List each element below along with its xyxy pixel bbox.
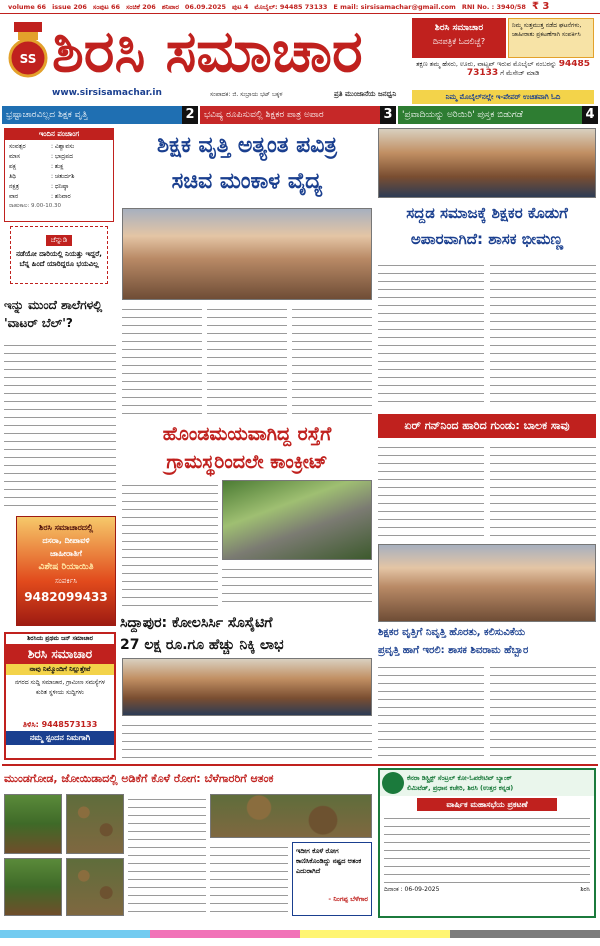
promo-right-box	[508, 18, 594, 58]
panchanga-row: ತಿಥಿ : ಚತುರ್ದಶಿ	[9, 173, 75, 180]
ad-dasara-contact: ಸಂಪರ್ಕಿಸಿ	[55, 577, 77, 585]
lead-body-col1	[122, 304, 202, 416]
panchanga-box	[4, 128, 114, 222]
rni-number: RNI No. : 3940/58	[461, 3, 526, 11]
ad-channel-phone[interactable]: 9448573133	[41, 720, 98, 729]
lead-body-col2	[207, 304, 287, 416]
bank-logo-icon	[382, 772, 404, 794]
bottom-photo-4	[66, 858, 124, 916]
teaser-2[interactable]	[200, 106, 396, 124]
bank-date: ದಿನಾಂಕ : 06-09-2025	[384, 886, 440, 893]
teacher-society-col1	[378, 260, 484, 408]
issue: issue 206	[52, 3, 87, 11]
ad-channel	[4, 632, 116, 760]
bank-ad	[378, 768, 596, 918]
retire-photo	[378, 544, 596, 622]
society-headline	[120, 612, 374, 656]
road-headline-line1: ಹೊಂಡಮಯವಾಗಿದ್ದ ರಸ್ತೆಗೆ	[162, 423, 332, 445]
road-body-right	[222, 564, 372, 608]
issue-date: 06.09.2025	[184, 3, 227, 11]
lead-body-col3	[292, 304, 372, 416]
promo-right-text: ನಿಮ್ಮ ಸುತ್ತಮುತ್ತ ನಡೆದ ಘಟನೆಗಳು, ಜಾಹೀರಾತು ಪ್ರಕಟಣೆಗಾಗಿ ಸಂಪರ್ಕಿಸಿ	[512, 22, 582, 38]
airgun-body-col1	[378, 442, 484, 540]
bottom-photo-3	[4, 858, 62, 916]
quote-text: ನಡೆಯೋ ದಾರಿಯಲ್ಲಿ ನಿಯತ್ತು ಇದ್ದರೆ, ಬೆನ್ನ ಹಿಂದೆ ಯಾರಿದ್ದರೂ ಭಯವಿಲ್ಲ	[16, 250, 102, 268]
left-story-headline: ಇನ್ನು ಮುಂದೆ ಶಾಲೆಗಳಲ್ಲಿ 'ವಾಟರ್ ಬೆಲ್'?	[4, 298, 103, 330]
teacher-society-headline	[378, 200, 596, 256]
ad-channel-slogan: ನಮ್ಮ ಸ್ಪಂದನ ನಿಮಗಾಗಿ	[6, 731, 114, 745]
retire-body-col2	[490, 662, 596, 760]
price: ₹ 3	[531, 1, 550, 12]
society-headline-line1: ಸಿದ್ದಾಪುರ: ಕೋಲಸಿರ್ಸಿ ಸೊಸೈಟಿಗೆ	[120, 615, 273, 631]
promo-red-subtitle: ದಿನಪತ್ರಿಕೆ ಓದಲಿಚ್ಚೆ?	[432, 37, 486, 46]
svg-text:SS: SS	[19, 52, 37, 66]
bank-body	[384, 813, 590, 883]
masthead-info-strip	[0, 0, 600, 14]
bottom-photo-2	[66, 794, 124, 854]
teacher-photo	[378, 128, 596, 198]
teaser-1-page: 2	[182, 106, 198, 124]
lead-headline	[120, 128, 374, 204]
left-story-body	[4, 340, 116, 512]
lead-photo	[122, 208, 372, 300]
retire-headline-line1: ಶಿಕ್ಷಕರ ವೃತ್ತಿಗೆ ನಿವೃತ್ತಿ ಹೊರತು, ಕಲಿಸುವಿಕೆಯ	[378, 627, 526, 638]
society-headline-line2: 27 ಲಕ್ಷ ರೂ.ಗೂ ಹೆಚ್ಚು ನಿಕ್ಕಿ ಲಾಭ	[120, 637, 284, 653]
road-photo	[222, 480, 372, 560]
ad-channel-subtitle: ನಾವು ನಿಮ್ಮೊಂದಿಗೆ ನಿಲ್ಲುತ್ತೇವೆ	[6, 664, 114, 675]
bank-title-line2: ಲಿಮಿಟೆಡ್, ಪ್ರಧಾನ ಕಚೇರಿ, ಶಿರಸಿ (ಉತ್ತರ ಕನ್ನಡ)	[407, 784, 514, 792]
editor-line: ಸಂಪಾದಕ: ಜಿ. ಸುಬ್ರಾಯ ಭಟ್ ಬಕ್ಕಳ	[210, 91, 283, 98]
teacher-society-line1: ಸದ್ದಡ ಸಮಾಜಕ್ಕೆ ಶಿಕ್ಷಕರ ಕೊಡುಗೆ	[406, 204, 568, 222]
road-headline	[120, 420, 374, 476]
weekday: ಶನಿವಾರ	[161, 3, 179, 11]
ad-channel-title: ಶಿರಸಿ ಸಮಾಚಾರ	[6, 644, 114, 664]
promo-red-box	[412, 18, 506, 58]
teaser-1[interactable]	[2, 106, 198, 124]
lead-headline-line1: ಶಿಕ್ಷಕ ವೃತ್ತಿ ಅತ್ಯಂತ ಪವಿತ್ರ	[157, 133, 337, 158]
bottom-quote-box	[292, 842, 372, 916]
teaser-3[interactable]	[398, 106, 598, 124]
bank-title-line1: ಕೆನರಾ ಡಿಸ್ಟ್ರಿಕ್ಟ್ ಸೆಂಟ್ರಲ್ ಕೋ-ಓಪರೇಟಿವ್ ಬ್ಯಾಂಕ್	[407, 774, 512, 782]
bottom-body-col2	[210, 842, 288, 916]
epaper-promo[interactable]: ನಿಮ್ಮ ಮೊಬೈಲ್‌ನಲ್ಲೇ ಇ-ಪೇಪರ್ ಉಚಿತವಾಗಿ ಓದಿ	[412, 90, 594, 104]
teacher-society-line2: ಅಪಾರವಾಗಿದೆ: ಶಾಸಕ ಭೀಮಣ್ಣ	[410, 230, 564, 248]
society-body	[122, 720, 372, 760]
teaser-3-text: 'ಪ್ರವಾದಿಯನ್ನು ಅರಿಯಿರಿ' ಪುಸ್ತಕ ಬಿಡುಗಡೆ	[402, 110, 523, 120]
tagline: ಪ್ರತಿ ಮುಂಜಾನೆಯ ಜನಧ್ವನಿ	[334, 90, 397, 98]
ad-dasara-phone[interactable]: 9482099433	[24, 590, 108, 604]
quote-title: ಚೆನ್ನುಡಿ	[46, 235, 73, 246]
bank-place: ಶಿರಸಿ	[580, 886, 590, 893]
society-photo	[122, 658, 372, 716]
bottom-divider	[2, 764, 598, 766]
mobile-number: ಮೊಬೈಲ್: 94485 73133	[254, 3, 328, 11]
panchanga-title: ಇಂದಿನ ಪಂಚಾಂಗ	[5, 129, 113, 140]
bottom-photo-1	[4, 794, 62, 854]
bottom-headline: ಮುಂಡಗೋಡ, ಜೋಯಿಡಾದಲ್ಲಿ ಅಡಿಕೆಗೆ ಕೊಳೆ ರೋಗ: ಬೆಳೆಗಾರರಿಗೆ ಆತಂಕ	[4, 772, 274, 785]
ad-dasara-line4: ವಿಶೇಷ ರಿಯಾಯಿತಿ	[38, 562, 94, 572]
teaser-3-page: 4	[582, 106, 598, 124]
bottom-photo-5	[210, 794, 372, 838]
teaser-2-page: 3	[380, 106, 396, 124]
teaser-1-text: ಭ್ರಷ್ಟಾಚಾರವಿಲ್ಲದ ಶಿಕ್ಷಕ ವೃತ್ತಿ	[6, 110, 88, 120]
bottom-quote-name: - ನಿಂಗಪ್ಪ ಬೆಳೆಗಾರ	[328, 895, 368, 903]
retire-body-col1	[378, 662, 484, 760]
bank-notice: ವಾರ್ಷಿಕ ಮಹಾಸಭೆಯ ಪ್ರಕಟಣೆ	[417, 798, 557, 811]
panchanga-row: ಸಂವತ್ಸರ : ವಿಶ್ವಾವಸು	[9, 143, 75, 150]
panchanga-row: ಮಾಸ : ಭಾದ್ರಪದ	[9, 153, 74, 160]
panchanga-row: ವಾರ : ಶನಿವಾರ	[9, 193, 71, 200]
panchanga-row: ನಕ್ಷತ್ರ : ಧನಿಷ್ಠಾ	[9, 183, 69, 190]
website-link[interactable]: www.sirsisamachar.in	[52, 88, 162, 98]
email[interactable]: E mail: sirsisamachar@gmail.com	[333, 3, 456, 11]
color-registration-strip	[0, 930, 600, 938]
ad-channel-phone-label: ತಿಳಿಸಿ:	[22, 720, 39, 729]
airgun-headline: ಏರ್ ಗನ್‌ನಿಂದ ಹಾರಿದ ಗುಂಡು: ಬಾಲಕ ಸಾವು	[378, 414, 596, 438]
whatsapp-promo	[412, 60, 594, 88]
ad-dasara-line3: ಜಾಹೀರಾತಿಗೆ	[50, 549, 82, 558]
ad-channel-top: ಶಿರಸಿಯ ಪ್ರಥಮ ಜನ್ ಸಮಾಚಾರ	[27, 635, 93, 642]
road-body-left	[122, 480, 218, 608]
lead-headline-line2: ಸಚಿವ ಮಂಕಾಳ ವೈದ್ಯ	[171, 169, 323, 194]
whatsapp-number[interactable]: 94485 73133	[466, 60, 591, 78]
masthead-logo	[8, 20, 48, 82]
teaser-2-text: ಭವಿಷ್ಯ ರೂಪಿಸುವಲ್ಲಿ ಶಿಕ್ಷಕರ ಪಾತ್ರ ಅಪಾರ	[204, 110, 324, 120]
bottom-quote-text: ಇದೀಗ ಕೊಳೆ ರೋಗ ಕಾಣಿಸಿಕೊಂಡಿದ್ದು ನಷ್ಟದ ಆತಂಕ ಎದುರಾಗಿದೆ	[296, 847, 362, 875]
road-headline-line2: ಗ್ರಾಮಸ್ಥರಿಂದಲೇ ಕಾಂಕ್ರೀಟ್	[166, 451, 328, 473]
sanchike: ಸಂಚಿಕೆ 206	[126, 3, 156, 11]
retire-headline-line2: ಪ್ರವೃತ್ತಿ ಹಾಗೆ ಇರಲಿ: ಶಾಸಕ ಶಿವರಾಮ ಹೆಬ್ಬಾರ	[378, 645, 529, 656]
panchanga-footer: ರಾಹುಕಾಲ: 9.00-10.30	[9, 203, 61, 209]
whatsapp-text: ತಕ್ಷಣ ತಮ್ಮ ಹೆಸರು, ಊರು, ವಾಟ್ಸಪ್ ಇರುವ ಮೊಬೈಲ್ ನಂಬರನ್ನು	[415, 60, 557, 68]
airgun-body-col2	[490, 442, 596, 540]
panchanga-row: ಪಕ್ಷ : ಶುಕ್ಲ	[9, 163, 64, 170]
quote-box	[10, 226, 108, 284]
ad-channel-body: ನಗರದ ಸುದ್ದಿ ಸಮಾಚಾರ, ಗ್ರಾಮೀಣ ಸಮಸ್ಯೆಗಳ ಕುರಿತ ಸ್ಥಳೀಯ ಸುದ್ದಿಗಳು	[14, 679, 106, 696]
ad-dasara-line1: ಶಿರಸಿ ಸಮಾಚಾರದಲ್ಲಿ	[38, 523, 94, 532]
promo-red-title: ಶಿರಸಿ ಸಮಾಚಾರ	[434, 23, 484, 33]
ad-dasara-line2: ದಸರಾ, ದೀಪಾವಳಿ	[42, 536, 90, 545]
teacher-society-col2	[490, 260, 596, 408]
page-count: ಪುಟ 4	[232, 3, 249, 11]
samputa: ಸಂಪುಟ 66	[92, 3, 121, 11]
masthead-title: ಶಿರಸಿ ಸಮಾಚಾರ	[52, 17, 363, 85]
whatsapp-suffix: ಗೆ ಮೆಸೇಜ್ ಮಾಡಿ	[500, 69, 540, 77]
volume: volume 66	[8, 3, 47, 11]
ad-dasara	[16, 516, 116, 626]
bottom-body-col1	[128, 794, 206, 916]
retire-headline	[378, 624, 596, 660]
